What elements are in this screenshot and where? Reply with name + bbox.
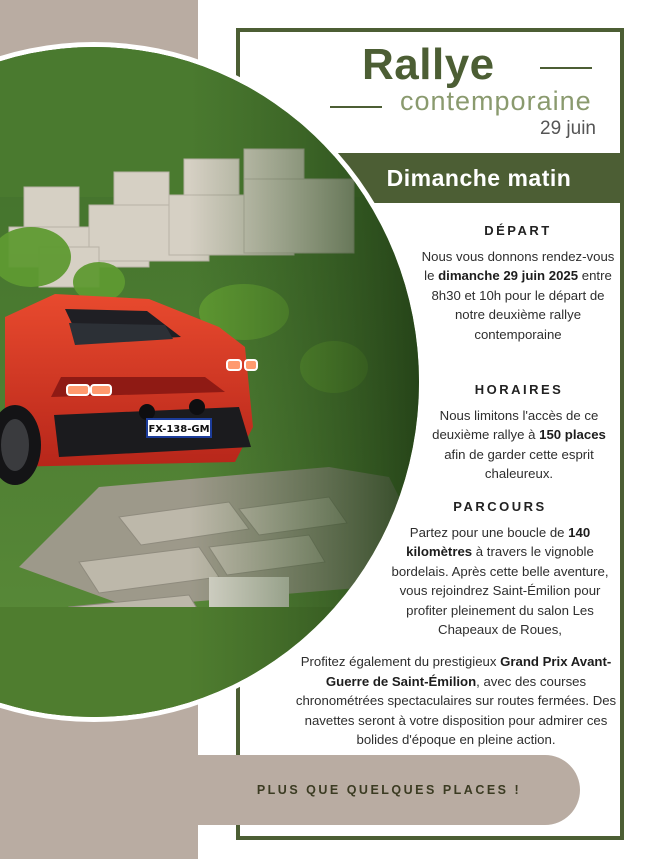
section-horaires	[420, 380, 618, 484]
page-subtitle: contemporaine	[400, 86, 592, 116]
day-banner-label: Dimanche matin	[386, 164, 572, 191]
horaires-text-1: Nous limitons l'accès de ce deuxième rallye à	[432, 407, 599, 442]
section-horaires-title: HORAIRES	[474, 382, 564, 397]
event-date: 29 juin	[540, 118, 596, 139]
parcours-text-1: Partez pour une boucle de	[409, 524, 569, 540]
parcours-text-bold: 140 kilomètres	[406, 524, 591, 559]
cta-label: PLUS QUE QUELQUES PLACES !	[256, 783, 522, 797]
horaires-text-2: afin de garder cette esprit chaleureux.	[444, 446, 594, 481]
horaires-text-bold: 150 places	[539, 427, 606, 442]
section-grand-prix	[292, 652, 620, 750]
license-plate: FX-138-GM	[148, 424, 210, 435]
parcours-text-2: à travers le vignoble bordelais. Après cette belle aventure, vous rejoindrez Saint-Émilion pour profiter pleinement du salon Les Chapeaux de Roues,	[391, 544, 609, 637]
gp-text-1: Profitez également du prestigieux	[300, 654, 501, 669]
gp-text-2: , avec des courses chronométrées spectaculaires sur routes fermées. Des navettes seront à votre disposition pour admirer ces bolides d'époque en pleine action.	[295, 673, 617, 747]
depart-text-bold: dimanche 29 juin 2025	[438, 268, 579, 283]
title-decor-line	[540, 67, 592, 69]
section-depart-title: DÉPART	[484, 223, 552, 238]
gp-text-bold: Grand Prix Avant-Guerre de Saint-Émilion	[325, 654, 612, 689]
depart-text-1: Nous vous donnons rendez-vous le	[421, 248, 615, 283]
subtitle-decor-line	[330, 106, 382, 108]
day-banner	[334, 153, 624, 203]
section-depart	[418, 221, 618, 344]
section-parcours-title: PARCOURS	[453, 499, 547, 514]
depart-text-2: entre 8h30 et 10h pour le départ de notre deuxième rallye contemporaine	[431, 268, 612, 342]
cta-banner	[198, 755, 580, 825]
section-parcours	[382, 497, 618, 640]
page-title: Rallye	[362, 40, 495, 89]
